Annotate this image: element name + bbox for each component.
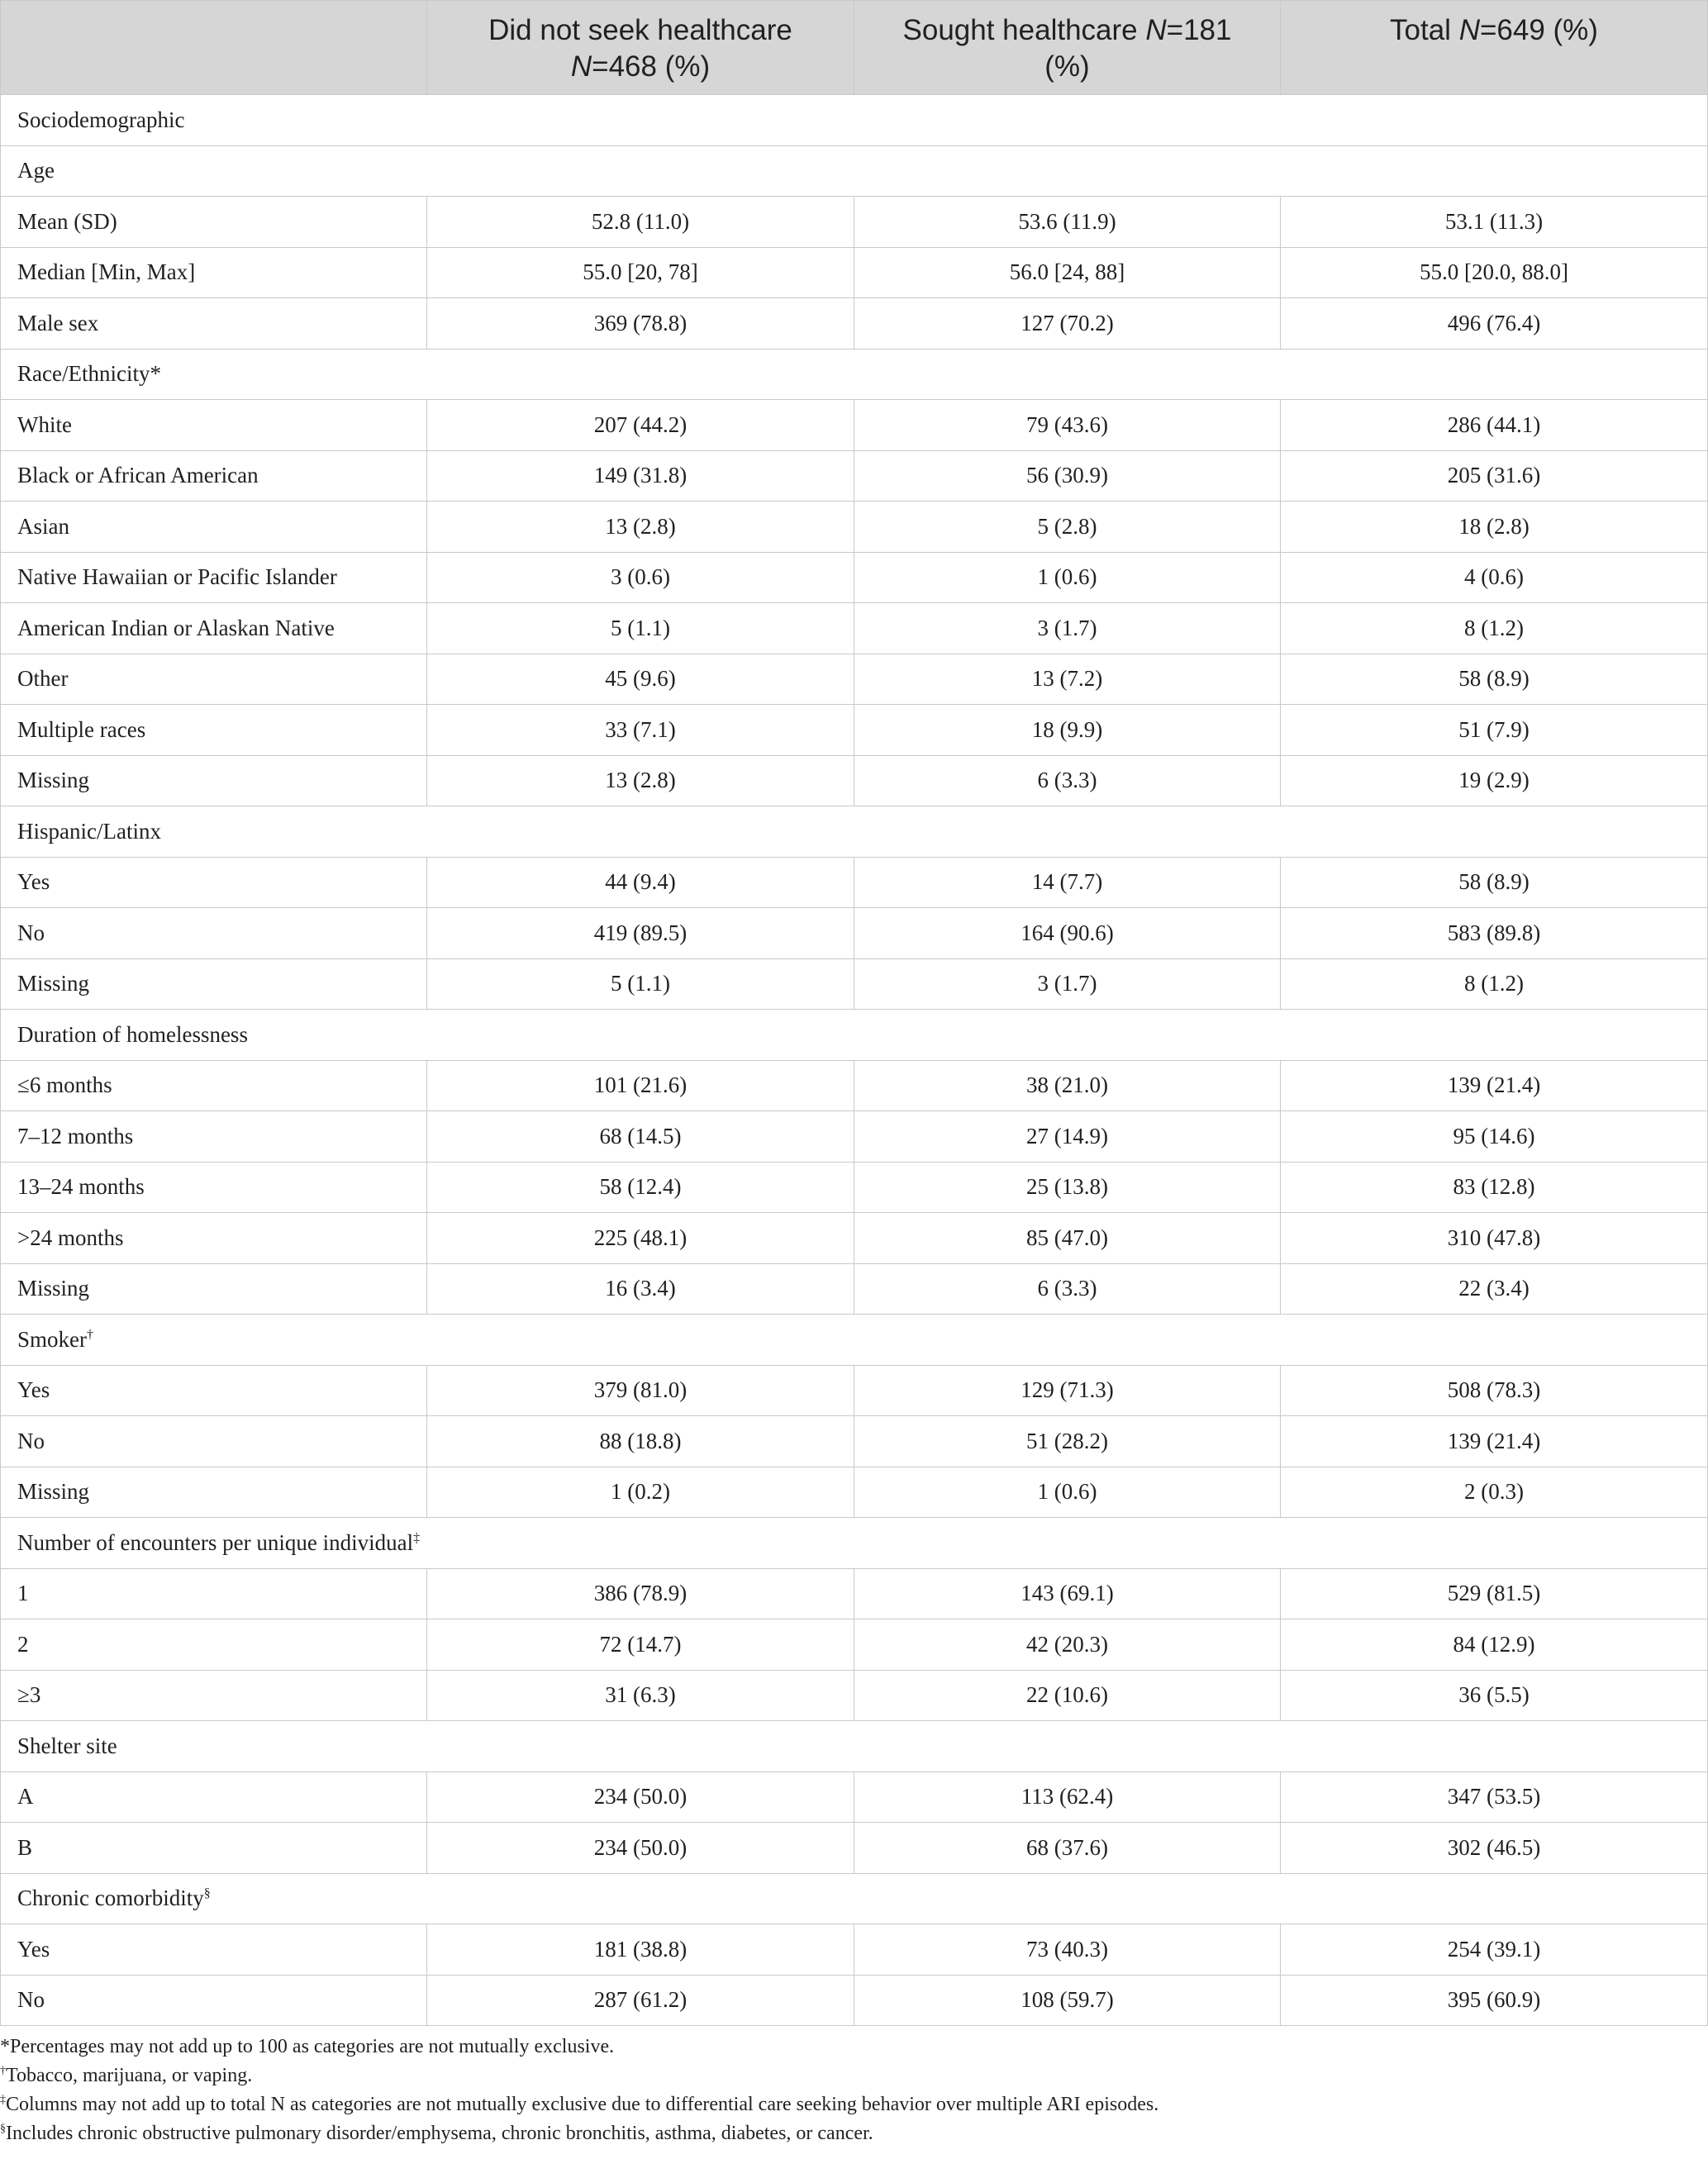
did-not-seek-value: 5 (1.1) xyxy=(427,603,854,654)
did-not-seek-value: 234 (50.0) xyxy=(427,1771,854,1823)
section-label-cell xyxy=(1,806,1708,858)
section-label: Race/Ethnicity* xyxy=(17,361,161,387)
total-value: 84 (12.9) xyxy=(1281,1619,1708,1671)
table-row xyxy=(1,1924,1708,1976)
total-value: 529 (81.5) xyxy=(1281,1568,1708,1619)
total-value: 347 (53.5) xyxy=(1281,1771,1708,1823)
table-row xyxy=(1,705,1708,756)
table-body xyxy=(1,95,1708,2026)
row-label: Missing xyxy=(1,958,427,1010)
did-not-seek-value: 13 (2.8) xyxy=(427,755,854,806)
sought-value: 42 (20.3) xyxy=(854,1619,1281,1671)
table-row xyxy=(1,1975,1708,2026)
did-not-seek-value: 207 (44.2) xyxy=(427,400,854,451)
total-value: 508 (78.3) xyxy=(1281,1365,1708,1416)
table-row xyxy=(1,1162,1708,1213)
footnote xyxy=(0,2090,1708,2119)
row-label: 2 xyxy=(1,1619,427,1671)
table-row xyxy=(1,654,1708,705)
row-label: ≤6 months xyxy=(1,1060,427,1111)
table-row xyxy=(1,857,1708,908)
footnote-text: Percentages may not add up to 100 as categories are not mutually exclusive. xyxy=(10,2036,615,2057)
total-value: 53.1 (11.3) xyxy=(1281,197,1708,248)
sought-value: 56 (30.9) xyxy=(854,450,1281,502)
footnote-marker: ‡ xyxy=(413,1530,421,1545)
footnote-text: Tobacco, marijuana, or vaping. xyxy=(6,2065,253,2086)
sought-value: 6 (3.3) xyxy=(854,755,1281,806)
sought-value: 68 (37.6) xyxy=(854,1823,1281,1874)
row-label: Male sex xyxy=(1,298,427,350)
section-label: Chronic comorbidity xyxy=(17,1886,204,1911)
sought-value: 73 (40.3) xyxy=(854,1924,1281,1976)
did-not-seek-value: 181 (38.8) xyxy=(427,1924,854,1976)
section-label-cell xyxy=(1,1315,1708,1366)
sought-value: 164 (90.6) xyxy=(854,908,1281,959)
footnote-marker: † xyxy=(87,1327,93,1342)
table-row xyxy=(1,1263,1708,1315)
section-label: Smoker xyxy=(17,1326,87,1352)
table-row xyxy=(1,1111,1708,1163)
sought-value: 3 (1.7) xyxy=(854,958,1281,1010)
did-not-seek-value: 31 (6.3) xyxy=(427,1670,854,1721)
table-row xyxy=(1,1365,1708,1416)
sought-value: 6 (3.3) xyxy=(854,1263,1281,1315)
did-not-seek-value: 369 (78.8) xyxy=(427,298,854,350)
row-label: Missing xyxy=(1,1467,427,1518)
table-row xyxy=(1,1060,1708,1111)
table-header xyxy=(1,1,1708,95)
sought-value: 3 (1.7) xyxy=(854,603,1281,654)
header-sought xyxy=(854,1,1281,95)
header-row xyxy=(1,1,1708,95)
header-characteristic xyxy=(1,1,427,95)
did-not-seek-value: 68 (14.5) xyxy=(427,1111,854,1163)
section-label-cell xyxy=(1,145,1708,197)
row-label: Other xyxy=(1,654,427,705)
row-label: Median [Min, Max] xyxy=(1,247,427,298)
table-row xyxy=(1,1619,1708,1671)
sought-value: 25 (13.8) xyxy=(854,1162,1281,1213)
sought-value: 14 (7.7) xyxy=(854,857,1281,908)
table-row xyxy=(1,1213,1708,1264)
footnote-mark: § xyxy=(0,2123,6,2135)
row-label: Black or African American xyxy=(1,450,427,502)
total-value: 2 (0.3) xyxy=(1281,1467,1708,1518)
total-value: 58 (8.9) xyxy=(1281,654,1708,705)
section-label-cell xyxy=(1,349,1708,400)
total-value: 95 (14.6) xyxy=(1281,1111,1708,1163)
sought-value: 22 (10.6) xyxy=(854,1670,1281,1721)
table-row xyxy=(1,502,1708,553)
did-not-seek-value: 52.8 (11.0) xyxy=(427,197,854,248)
did-not-seek-value: 386 (78.9) xyxy=(427,1568,854,1619)
total-value: 254 (39.1) xyxy=(1281,1924,1708,1976)
total-value: 310 (47.8) xyxy=(1281,1213,1708,1264)
total-value: 8 (1.2) xyxy=(1281,603,1708,654)
footnote xyxy=(0,2033,1708,2062)
row-label: Yes xyxy=(1,857,427,908)
table-row xyxy=(1,1416,1708,1467)
section-row xyxy=(1,349,1708,400)
total-value: 36 (5.5) xyxy=(1281,1670,1708,1721)
table-row xyxy=(1,247,1708,298)
total-value: 58 (8.9) xyxy=(1281,857,1708,908)
sought-value: 1 (0.6) xyxy=(854,552,1281,603)
row-label: Yes xyxy=(1,1365,427,1416)
sought-value: 53.6 (11.9) xyxy=(854,197,1281,248)
section-row xyxy=(1,145,1708,197)
did-not-seek-value: 33 (7.1) xyxy=(427,705,854,756)
total-value: 51 (7.9) xyxy=(1281,705,1708,756)
header-sought-n-value: =181 xyxy=(1166,14,1232,46)
did-not-seek-value: 234 (50.0) xyxy=(427,1823,854,1874)
header-total-n-label: N xyxy=(1458,14,1480,46)
footnote-mark: † xyxy=(0,2065,6,2077)
total-value: 286 (44.1) xyxy=(1281,400,1708,451)
section-row xyxy=(1,1010,1708,1061)
table-row xyxy=(1,1670,1708,1721)
table-row xyxy=(1,603,1708,654)
sought-value: 85 (47.0) xyxy=(854,1213,1281,1264)
sought-value: 56.0 [24, 88] xyxy=(854,247,1281,298)
table-row xyxy=(1,1467,1708,1518)
section-label-cell xyxy=(1,1873,1708,1924)
sought-value: 127 (70.2) xyxy=(854,298,1281,350)
header-did-not-seek-text: Did not seek healthcare xyxy=(488,14,792,46)
did-not-seek-value: 101 (21.6) xyxy=(427,1060,854,1111)
total-value: 302 (46.5) xyxy=(1281,1823,1708,1874)
footnote-text: Columns may not add up to total N as categories are not mutually exclusive due to differential care seeking behavior over multiple ARI episodes. xyxy=(6,2094,1159,2115)
section-label-cell xyxy=(1,1518,1708,1569)
footnote-text: Includes chronic obstructive pulmonary disorder/emphysema, chronic bronchitis, asthma, diabetes, or cancer. xyxy=(6,2123,873,2144)
section-row xyxy=(1,806,1708,858)
did-not-seek-value: 5 (1.1) xyxy=(427,958,854,1010)
section-row xyxy=(1,1873,1708,1924)
total-value: 22 (3.4) xyxy=(1281,1263,1708,1315)
row-label: B xyxy=(1,1823,427,1874)
section-label: Age xyxy=(17,158,55,183)
footnote-mark: * xyxy=(0,2036,10,2057)
table-row xyxy=(1,958,1708,1010)
total-value: 139 (21.4) xyxy=(1281,1060,1708,1111)
did-not-seek-value: 55.0 [20, 78] xyxy=(427,247,854,298)
row-label: Asian xyxy=(1,502,427,553)
row-label: ≥3 xyxy=(1,1670,427,1721)
sought-value: 5 (2.8) xyxy=(854,502,1281,553)
table-row xyxy=(1,1568,1708,1619)
header-did-not-seek-n-value: =468 (%) xyxy=(592,50,711,83)
table-row xyxy=(1,450,1708,502)
row-label: No xyxy=(1,1416,427,1467)
row-label: 7–12 months xyxy=(1,1111,427,1163)
did-not-seek-value: 88 (18.8) xyxy=(427,1416,854,1467)
row-label: Yes xyxy=(1,1924,427,1976)
row-label: American Indian or Alaskan Native xyxy=(1,603,427,654)
row-label: Multiple races xyxy=(1,705,427,756)
header-did-not-seek-n-label: N xyxy=(570,50,592,83)
header-did-not-seek xyxy=(427,1,854,95)
sought-value: 143 (69.1) xyxy=(854,1568,1281,1619)
section-label-cell xyxy=(1,95,1708,146)
table-row xyxy=(1,298,1708,350)
sought-value: 38 (21.0) xyxy=(854,1060,1281,1111)
sought-value: 79 (43.6) xyxy=(854,400,1281,451)
did-not-seek-value: 149 (31.8) xyxy=(427,450,854,502)
footnotes xyxy=(0,2033,1708,2148)
total-value: 55.0 [20.0, 88.0] xyxy=(1281,247,1708,298)
total-value: 395 (60.9) xyxy=(1281,1975,1708,2026)
row-label: No xyxy=(1,908,427,959)
sought-value: 27 (14.9) xyxy=(854,1111,1281,1163)
row-label: 1 xyxy=(1,1568,427,1619)
sought-value: 18 (9.9) xyxy=(854,705,1281,756)
row-label: A xyxy=(1,1771,427,1823)
did-not-seek-value: 1 (0.2) xyxy=(427,1467,854,1518)
header-sought-pct: (%) xyxy=(1044,50,1090,83)
did-not-seek-value: 72 (14.7) xyxy=(427,1619,854,1671)
did-not-seek-value: 44 (9.4) xyxy=(427,857,854,908)
section-label: Shelter site xyxy=(17,1733,117,1758)
sought-value: 1 (0.6) xyxy=(854,1467,1281,1518)
section-label: Hispanic/Latinx xyxy=(17,818,161,844)
header-sought-text: Sought healthcare xyxy=(902,14,1146,46)
did-not-seek-value: 16 (3.4) xyxy=(427,1263,854,1315)
total-value: 496 (76.4) xyxy=(1281,298,1708,350)
header-total-text: Total xyxy=(1390,14,1459,46)
did-not-seek-value: 13 (2.8) xyxy=(427,502,854,553)
did-not-seek-value: 225 (48.1) xyxy=(427,1213,854,1264)
section-label-cell xyxy=(1,1721,1708,1772)
row-label: White xyxy=(1,400,427,451)
table-row xyxy=(1,197,1708,248)
header-total-n-value: =649 (%) xyxy=(1479,14,1598,46)
footnote-mark: ‡ xyxy=(0,2094,6,2106)
sought-value: 129 (71.3) xyxy=(854,1365,1281,1416)
total-value: 583 (89.8) xyxy=(1281,908,1708,959)
section-row xyxy=(1,1721,1708,1772)
total-value: 139 (21.4) xyxy=(1281,1416,1708,1467)
section-row xyxy=(1,1518,1708,1569)
header-total xyxy=(1281,1,1708,95)
section-label: Duration of homelessness xyxy=(17,1021,248,1047)
total-value: 19 (2.9) xyxy=(1281,755,1708,806)
table-row xyxy=(1,908,1708,959)
table-row xyxy=(1,552,1708,603)
section-label-cell xyxy=(1,1010,1708,1061)
row-label: Mean (SD) xyxy=(1,197,427,248)
row-label: >24 months xyxy=(1,1213,427,1264)
table-row xyxy=(1,1823,1708,1874)
header-sought-n-label: N xyxy=(1145,14,1167,46)
section-label: Sociodemographic xyxy=(17,107,185,132)
did-not-seek-value: 379 (81.0) xyxy=(427,1365,854,1416)
did-not-seek-value: 45 (9.6) xyxy=(427,654,854,705)
row-label: 13–24 months xyxy=(1,1162,427,1213)
row-label: Missing xyxy=(1,1263,427,1315)
section-row xyxy=(1,95,1708,146)
sought-value: 113 (62.4) xyxy=(854,1771,1281,1823)
footnote xyxy=(0,2119,1708,2148)
total-value: 205 (31.6) xyxy=(1281,450,1708,502)
table-row xyxy=(1,755,1708,806)
row-label: No xyxy=(1,1975,427,2026)
table-row xyxy=(1,400,1708,451)
sought-value: 13 (7.2) xyxy=(854,654,1281,705)
total-value: 8 (1.2) xyxy=(1281,958,1708,1010)
did-not-seek-value: 3 (0.6) xyxy=(427,552,854,603)
section-label: Number of encounters per unique individual xyxy=(17,1529,414,1555)
total-value: 83 (12.8) xyxy=(1281,1162,1708,1213)
section-row xyxy=(1,1315,1708,1366)
table-row xyxy=(1,1771,1708,1823)
sought-value: 108 (59.7) xyxy=(854,1975,1281,2026)
footnote-marker: § xyxy=(203,1886,211,1901)
did-not-seek-value: 287 (61.2) xyxy=(427,1975,854,2026)
row-label: Missing xyxy=(1,755,427,806)
did-not-seek-value: 419 (89.5) xyxy=(427,908,854,959)
sought-value: 51 (28.2) xyxy=(854,1416,1281,1467)
did-not-seek-value: 58 (12.4) xyxy=(427,1162,854,1213)
row-label: Native Hawaiian or Pacific Islander xyxy=(1,552,427,603)
total-value: 4 (0.6) xyxy=(1281,552,1708,603)
total-value: 18 (2.8) xyxy=(1281,502,1708,553)
footnote xyxy=(0,2062,1708,2090)
